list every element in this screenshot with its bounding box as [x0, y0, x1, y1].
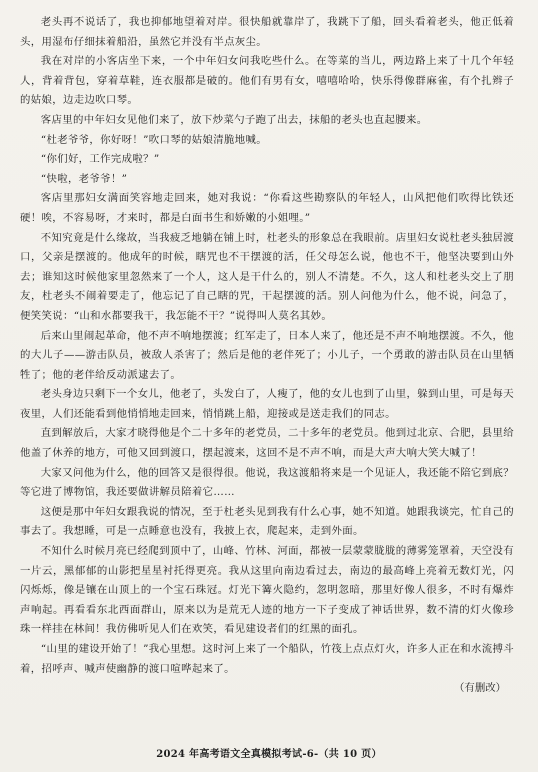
paragraph: 老头再不说话了，我也抑郁地望着对岸。很快船就靠岸了，我跳下了船，回头看着老头，他正低着头，用湿布仔细抹着船沿，虽然它并没有半点灰尘。 [20, 16, 514, 48]
page-footer: 2024 年高考语文全真模拟考试-6-（共 10 页） [156, 749, 382, 760]
paragraph: 这便是那中年妇女跟我说的情况，至于杜老头见到我有什么心事，她不知道。她跟我谈完，忙自己的事去了。我想睡，可是一点睡意也没有，我披上衣，爬起来，走到外面。 [20, 505, 514, 538]
paragraph: “你们好，工作完成啦？” [40, 153, 160, 166]
passage-body [20, 13, 514, 699]
paragraph: 我在对岸的小客店坐下来，一个中年妇女问我吃些什么。在等菜的当儿，两边路上来了十几个年轻人，背着背包，穿着草鞋，连衣服都是破的。他们有男有女，嘻嘻哈哈，快乐得像群麻雀，有个扎辫子的姑娘，边走边吹口琴。 [20, 55, 514, 107]
paragraph: “快啦，老爷爷！” [40, 172, 128, 185]
paragraph: 直到解放后，大家才晓得他是个二十多年的老党员，二十多年的老党员。他到过北京、合肥，县里给他盖了休养的地方，可他又回到渡口，摆起渡来，这回不是不声不响，而是大声大响大笑大喊了！ [20, 427, 514, 460]
paragraph: 客店里的中年妇女见他们来了，放下炒菜勺子跑了出去，抹船的老头也直起腰来。 [40, 113, 428, 126]
paragraph: 大家又问他为什么，他的回答又是很得很。他说，我这渡船将来是一个见证人，我还能不陪它到底？等它进了博物馆，我还要做讲解员陪着它…… [20, 466, 514, 499]
revision-note: （有删改） [454, 682, 506, 695]
paragraph: 不知什么时候月亮已经爬到顶中了，山峰、竹林、河面，都被一层蒙蒙胧胧的薄雾笼罩着，天空没有一片云，黑郁郁的山影把星星衬托得更亮。我从这里向南边看过去，南边的最高峰上亮着无数灯光，闪闪烁烁，像是镶在山顶上的一个宝石珠冠。灯光下篝火隐约，忽明忽暗，那里好像人很多，不时有爆炸声响起。再看看东北西面群山，原来以为是荒无人迹的地方一下子变成了神话世界，数不清的灯火像珍珠一样挂在林间！我仿佛听见人们在欢笑，看见建设者们的红黑的面孔。 [20, 545, 514, 636]
paragraph: “杜老爷爷，你好呀！”吹口琴的姑娘清脆地喊。 [40, 133, 267, 146]
paragraph: 老头身边只剩下一个女儿，他老了，头发白了，人瘦了，他的女儿也到了山里，躲到山里，可是每天夜里，人们还能看到他悄悄地走回来，悄悄跳上船，迎接或是送走我们的同志。 [20, 388, 514, 420]
paragraph: 后来山里闹起革命，他不声不响地摆渡；红军走了，日本人来了，他还是不声不响地摆渡。不久，他的大儿子——游击队员，被敌人杀害了；然后是他的老伴死了；小儿子，一个勇敢的游击队员在山里牺牲了；他的老伴给反动派逮去了。 [20, 329, 514, 381]
paragraph: 不知究竟是什么缘故，当我疲乏地躺在铺上时，杜老头的形象总在我眼前。店里妇女说杜老头独居渡口，父亲是摆渡的。他成年的时候，瞎咒也不干摆渡的活，任父母怎么说，他也不干，他坚决要到山外去；谁知这时候他家里忽然来了一个人，这人是干什么的，别人不清楚。不久，这人和杜老头交上了朋友，杜老头不闹着要走了，他忘记了自己瞎的咒，干起摆渡的活。别人问他为什么，他不说，问急了，便笑笑说：“山和水都要我干，我怎能不干？”说得叫人莫名其妙。 [20, 231, 514, 322]
paragraph: “山里的建设开始了！”我心里想。这时河上来了一个船队，竹筏上点点灯火，许多人正在和水流搏斗着，招呼声、喊声使幽静的渡口喧哗起来了。 [20, 643, 514, 675]
paragraph: 客店里那妇女满面笑容地走回来，她对我说：“你看这些勘察队的年轻人，山风把他们吹得比铁还硬！唉，不容易呀，才来时，都是白面书生和娇嫩的小姐哩。” [20, 192, 514, 224]
